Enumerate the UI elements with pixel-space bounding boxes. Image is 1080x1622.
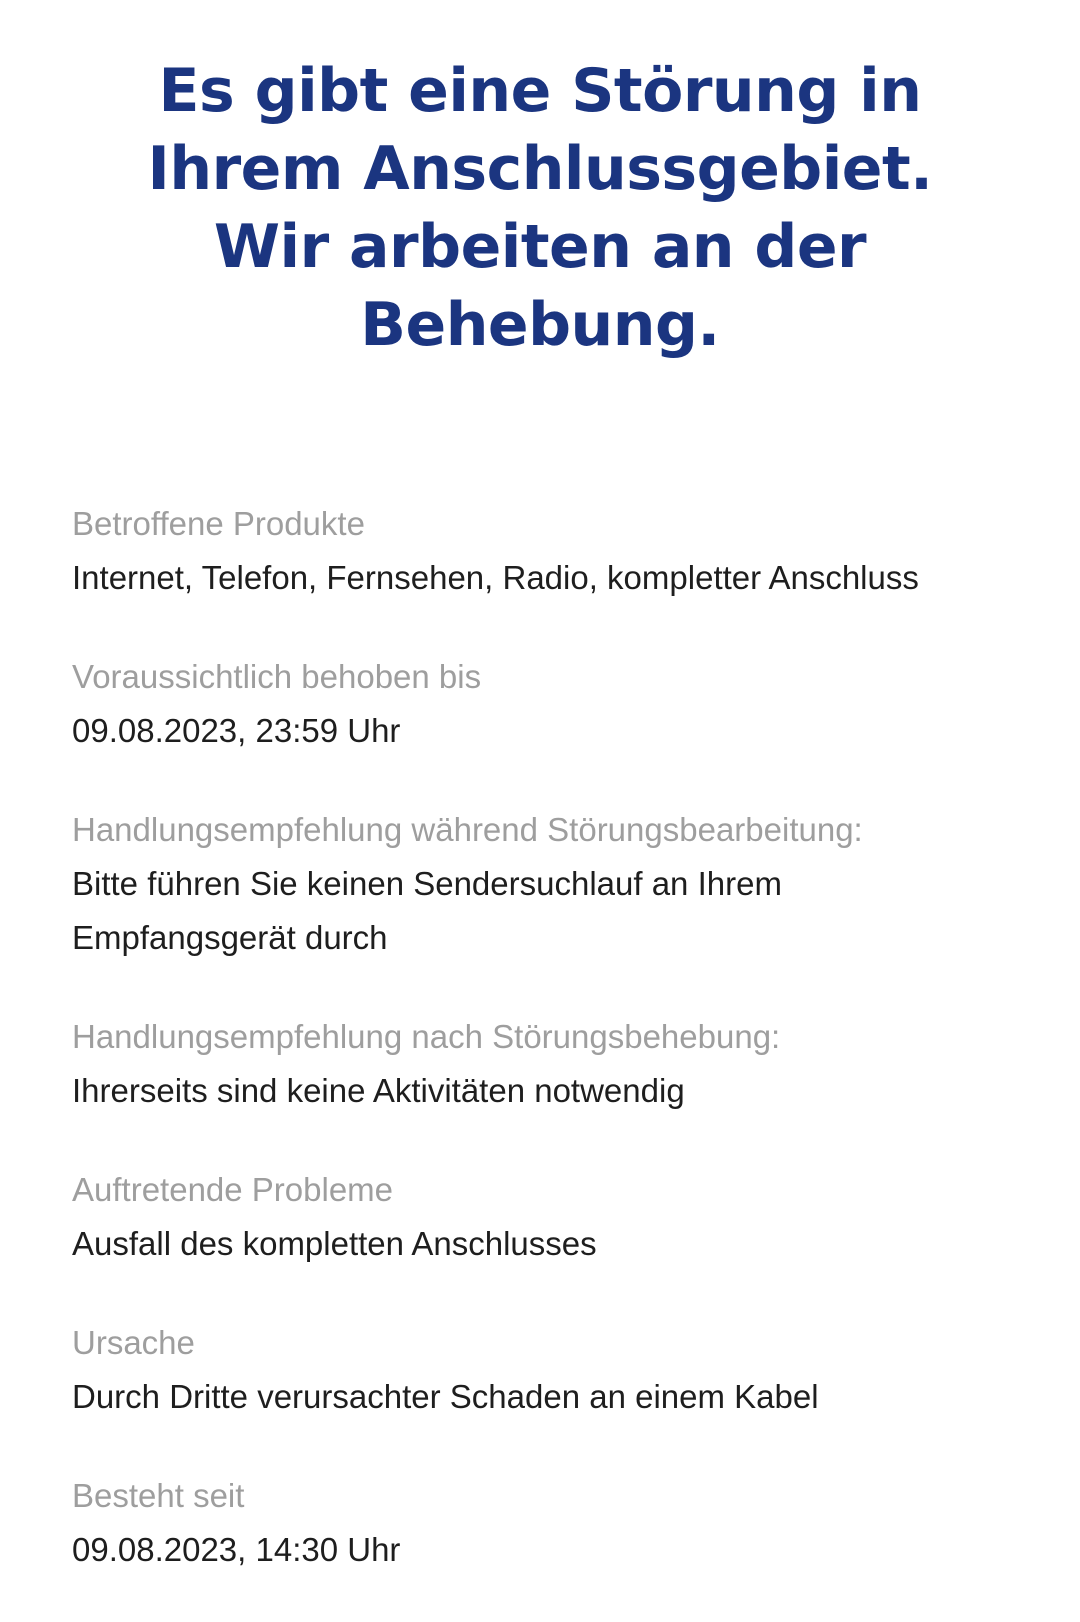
detail-label: Auftretende Probleme: [72, 1171, 394, 1208]
outage-headline: Es gibt eine Störung in Ihrem Anschlussgebiet. Wir arbeiten an der Behebung.: [147, 56, 933, 360]
detail-since: [72, 1469, 1022, 1577]
detail-label: Handlungsempfehlung nach Störungsbehebung:: [72, 1018, 781, 1055]
detail-value: Durch Dritte verursachter Schaden an einem Kabel: [72, 1378, 819, 1415]
detail-label: Betroffene Produkte: [72, 505, 365, 542]
detail-label: Ursache: [72, 1324, 195, 1361]
outage-details-list: [72, 497, 1022, 1622]
detail-expected-resolution: [72, 650, 1022, 758]
detail-value: Bitte führen Sie keinen Sendersuchlauf an Ihrem Empfangsgerät durch: [72, 865, 782, 956]
detail-recommendation-after: [72, 1010, 1022, 1118]
detail-value: Internet, Telefon, Fernsehen, Radio, kompletter Anschluss: [72, 559, 919, 596]
detail-problems: [72, 1163, 1022, 1271]
detail-affected-products: [72, 497, 1022, 605]
detail-label: Besteht seit: [72, 1477, 245, 1514]
detail-value: Ihrerseits sind keine Aktivitäten notwendig: [72, 1072, 685, 1109]
detail-label: Handlungsempfehlung während Störungsbearbeitung:: [72, 811, 863, 848]
detail-label: Voraussichtlich behoben bis: [72, 658, 482, 695]
detail-cause: [72, 1316, 1022, 1424]
detail-value: 09.08.2023, 14:30 Uhr: [72, 1531, 401, 1568]
detail-value: 09.08.2023, 23:59 Uhr: [72, 712, 401, 749]
detail-recommendation-during: [72, 803, 1022, 965]
detail-value: Ausfall des kompletten Anschlusses: [72, 1225, 597, 1262]
